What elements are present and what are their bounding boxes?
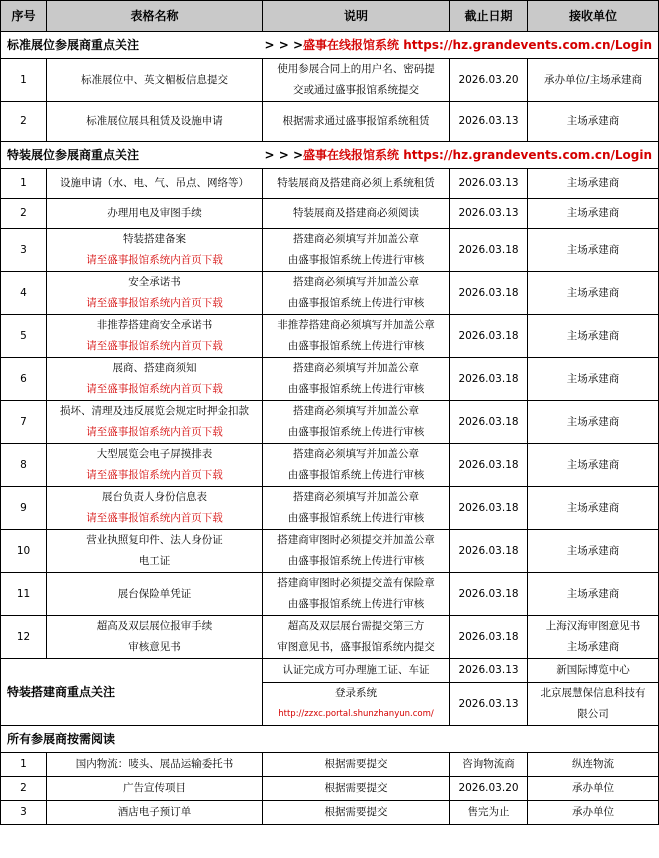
section-title: 标准展位参展商重点关注 (1, 32, 263, 59)
table-row: 特装搭建商重点关注 认证完成方可办理施工证、车证 2026.03.13 新国际博览中心 (1, 659, 659, 683)
table-row: 5 非推荐搭建商安全承诺书 请至盛事报馆系统内首页下载 非推荐搭建商必须填写并加盖公章 由盛事报馆系统上传进行审核 2026.03.18 主场承建商 (1, 315, 659, 358)
col-header-desc: 说明 (263, 1, 450, 32)
table-row: 4 安全承诺书 请至盛事报馆系统内首页下载 搭建商必须填写并加盖公章 由盛事报馆系统上传进行审核 2026.03.18 主场承建商 (1, 272, 659, 315)
table-row: 11 展台保险单凭证 搭建商审图时必须提交盖有保险章 由盛事报馆系统上传进行审核 2026.03.18 主场承建商 (1, 573, 659, 616)
download-note: 请至盛事报馆系统内首页下载 (86, 469, 223, 481)
section-header-standard-booth (1, 32, 659, 59)
table-row: 6 展商、搭建商须知 请至盛事报馆系统内首页下载 搭建商必须填写并加盖公章 由盛事报馆系统上传进行审核 2026.03.18 主场承建商 (1, 358, 659, 401)
section-system-link[interactable]: > > >盛事在线报馆系统 https://hz.grandevents.com.cn/Login (263, 142, 659, 169)
system-url-link[interactable]: https://hz.grandevents.com.cn/Login (403, 147, 653, 162)
table-row: 3 特装搭建备案 请至盛事报馆系统内首页下载 搭建商必须填写并加盖公章 由盛事报馆系统上传进行审核 2026.03.18 主场承建商 (1, 229, 659, 272)
table-row: 2 标准展位展具租赁及设施申请 根据需求通过盛事报馆系统租赁 2026.03.13 主场承建商 (1, 102, 659, 142)
download-note: 请至盛事报馆系统内首页下载 (86, 297, 223, 309)
table-row: 1 标准展位中、英文楣板信息提交 使用参展合同上的用户名、密码提 交或通过盛事报馆系统提交 2026.03.20 承办单位/主场承建商 (1, 59, 659, 102)
table-row: 10 营业执照复印件、法人身份证 电工证 搭建商审图时必须提交并加盖公章 由盛事报馆系统上传进行审核 2026.03.18 主场承建商 (1, 530, 659, 573)
download-note: 请至盛事报馆系统内首页下载 (86, 512, 223, 524)
review-portal-link[interactable]: http://zzxc.portal.shunzhanyun.com/ (278, 709, 434, 719)
download-note: 请至盛事报馆系统内首页下载 (86, 383, 223, 395)
table-row: 12 超高及双层展位报审手续 审核意见书 超高及双层展台需提交第三方 审图意见书，盛事报馆系统内提交 2026.03.18 上海汉海审图意见书 主场承建商 (1, 616, 659, 659)
download-note: 请至盛事报馆系统内首页下载 (86, 426, 223, 438)
table-header-row (1, 1, 659, 32)
download-note: 请至盛事报馆系统内首页下载 (86, 254, 223, 266)
table-row: 2 广告宣传项目 根据需要提交 2026.03.20 承办单位 (1, 777, 659, 801)
download-note: 请至盛事报馆系统内首页下载 (86, 340, 223, 352)
table-row: 1 国内物流：唛头、展品运输委托书 根据需要提交 咨询物流商 纵连物流 (1, 753, 659, 777)
section-title-builders: 特装搭建商重点关注 (1, 659, 263, 726)
col-header-receiver: 接收单位 (528, 1, 659, 32)
section-title: 特装展位参展商重点关注 (1, 142, 263, 169)
table-row: 3 酒店电子预订单 根据需要提交 售完为止 承办单位 (1, 801, 659, 825)
section-header-all-exhibitors (1, 726, 659, 753)
table-row: 8 大型展览会电子屏摸排表 请至盛事报馆系统内首页下载 搭建商必须填写并加盖公章 由盛事报馆系统上传进行审核 2026.03.18 主场承建商 (1, 444, 659, 487)
section-header-special-booth (1, 142, 659, 169)
col-header-no: 序号 (1, 1, 47, 32)
section-title: 所有参展商按需阅读 (1, 726, 659, 753)
col-header-name: 表格名称 (47, 1, 263, 32)
table-row: 登录系统 http://zzxc.portal.shunzhanyun.com/ 2026.03.13 北京展慧保信息科技有 限公司 (1, 683, 659, 726)
table-row: 2 办理用电及审图手续 特装展商及搭建商必须阅读 2026.03.13 主场承建商 (1, 199, 659, 229)
system-url-link[interactable]: https://hz.grandevents.com.cn/Login (403, 37, 653, 52)
table-row: 9 展台负责人身份信息表 请至盛事报馆系统内首页下载 搭建商必须填写并加盖公章 由盛事报馆系统上传进行审核 2026.03.18 主场承建商 (1, 487, 659, 530)
table-row: 1 设施申请（水、电、气、吊点、网络等） 特装展商及搭建商必须上系统租赁 2026.03.13 主场承建商 (1, 169, 659, 199)
section-system-link[interactable]: > > >盛事在线报馆系统 https://hz.grandevents.com.cn/Login (263, 32, 659, 59)
table-row: 7 损坏、清理及违反展览会规定时押金扣款 请至盛事报馆系统内首页下载 搭建商必须填写并加盖公章 由盛事报馆系统上传进行审核 2026.03.18 主场承建商 (1, 401, 659, 444)
col-header-deadline: 截止日期 (450, 1, 528, 32)
